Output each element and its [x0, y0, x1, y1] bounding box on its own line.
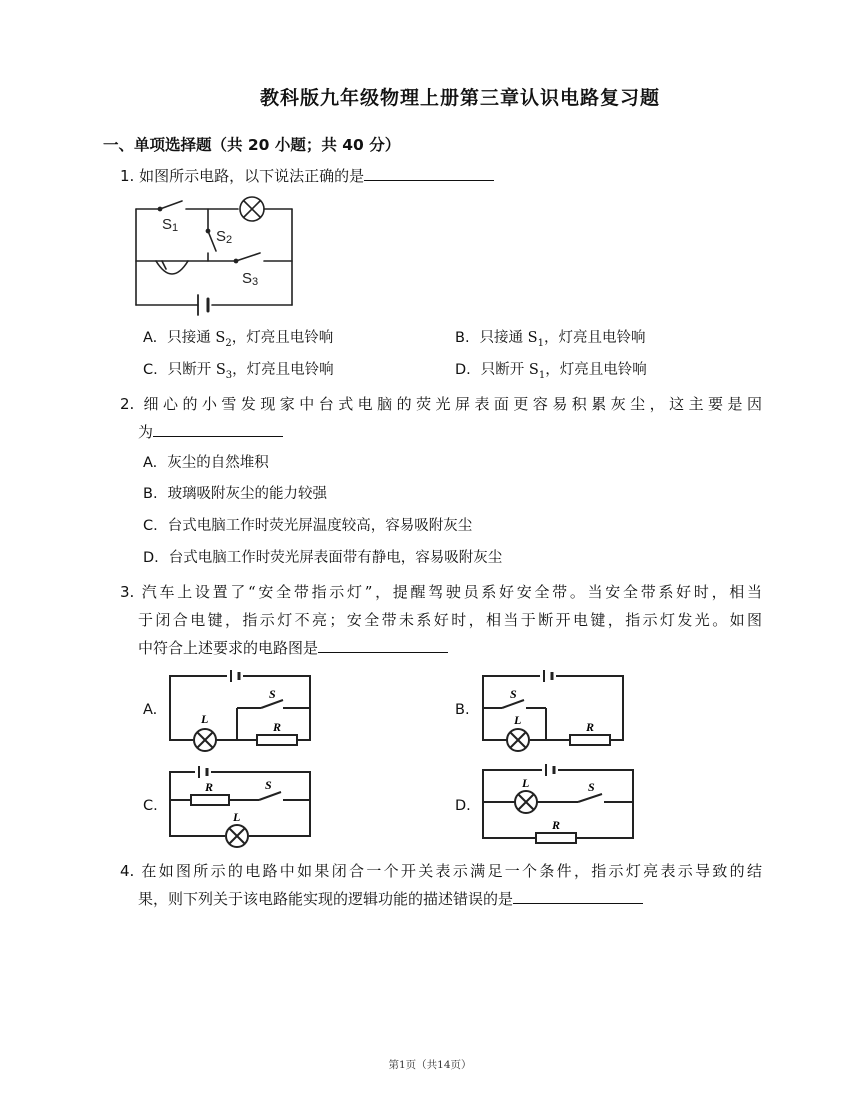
question-text-line-2: 为	[138, 423, 154, 441]
answer-blank[interactable]	[513, 887, 643, 904]
question-1-stem	[120, 162, 494, 190]
option-b[interactable]: B. 只接通 $S_1$，灯亮且电铃响	[455, 330, 646, 349]
option-d[interactable]: D. 台式电脑工作时荧光屏表面带有静电，容易吸附灰尘	[143, 550, 503, 566]
option-c[interactable]: C. 只断开 $S_3$，灯亮且电铃响	[143, 362, 334, 381]
resistor-label: R	[205, 780, 214, 794]
answer-blank[interactable]	[153, 420, 283, 437]
question-number: 2.	[120, 395, 135, 413]
lamp-label: L	[201, 712, 209, 726]
answer-blank[interactable]	[364, 164, 494, 181]
resistor-label: R	[552, 818, 561, 832]
question-text-line-1: 汽车上设置了“安全带指示灯”，提醒驾驶员系好安全带。当安全带系好时，相当	[141, 583, 762, 601]
answer-blank[interactable]	[318, 636, 448, 653]
question-text-line-2: 于闭合电键，指示灯不亮；安全带未系好时，相当于断开电键，指示灯发光。如图	[138, 611, 762, 629]
option-a-label[interactable]: A.	[143, 702, 158, 718]
question-text-line-1: 在如图所示的电路中如果闭合一个开关表示满足一个条件，指示灯亮表示导致的结	[141, 862, 762, 880]
switch-label: S	[510, 687, 517, 701]
question-3-stem	[120, 578, 762, 662]
lamp-label: L	[514, 713, 522, 727]
option-d-label[interactable]: D.	[455, 798, 471, 814]
option-b-circuit-diagram[interactable]	[478, 668, 628, 748]
option-c-circuit-diagram[interactable]	[165, 764, 315, 844]
option-a[interactable]: A. 灰尘的自然堆积	[143, 455, 269, 471]
question-2-stem	[120, 390, 762, 446]
question-text: 如图所示电路，以下说法正确的是	[139, 167, 365, 185]
question-4-stem	[120, 857, 762, 913]
option-b[interactable]: B. 玻璃吸附灰尘的能力较强	[143, 486, 328, 502]
question-number: 1.	[120, 167, 135, 185]
lamp-label: L	[233, 810, 241, 824]
section-heading: 一、单项选择题（共 20 小题；共 40 分）	[103, 136, 401, 154]
switch-label: S	[265, 778, 272, 792]
switch-label: S	[588, 780, 595, 794]
option-d[interactable]: D. 只断开 $S_1$，灯亮且电铃响	[455, 362, 647, 381]
option-c[interactable]: C. 台式电脑工作时荧光屏温度较高，容易吸附灰尘	[143, 518, 473, 534]
question-text-line-2: 果，则下列关于该电路能实现的逻辑功能的描述错误的是	[138, 890, 514, 908]
question-number: 3.	[120, 583, 135, 601]
document-title: 教科版九年级物理上册第三章认识电路复习题	[259, 87, 660, 109]
question-text-line-3: 中符合上述要求的电路图是	[138, 639, 319, 657]
lamp-label: L	[522, 776, 530, 790]
question-text-line-1: 细心的小雪发现家中台式电脑的荧光屏表面更容易积累灰尘，这主要是因	[143, 395, 762, 413]
resistor-label: R	[273, 720, 282, 734]
option-a[interactable]: A. 只接通 $S_2$，灯亮且电铃响	[143, 330, 334, 349]
option-b-label[interactable]: B.	[455, 702, 470, 718]
question-number: 4.	[120, 862, 135, 880]
switch-label: S	[269, 687, 276, 701]
switch-s2-label: S2	[216, 228, 233, 246]
option-a-circuit-diagram[interactable]	[165, 668, 315, 748]
page-footer: 第1页（共14页）	[388, 1059, 472, 1071]
switch-s1-label: S1	[162, 216, 179, 234]
resistor-label: R	[586, 720, 595, 734]
switch-s3-label: S3	[242, 270, 259, 288]
option-c-label[interactable]: C.	[143, 798, 158, 814]
question-1-circuit-diagram	[130, 195, 300, 315]
option-d-circuit-diagram[interactable]	[478, 762, 638, 846]
